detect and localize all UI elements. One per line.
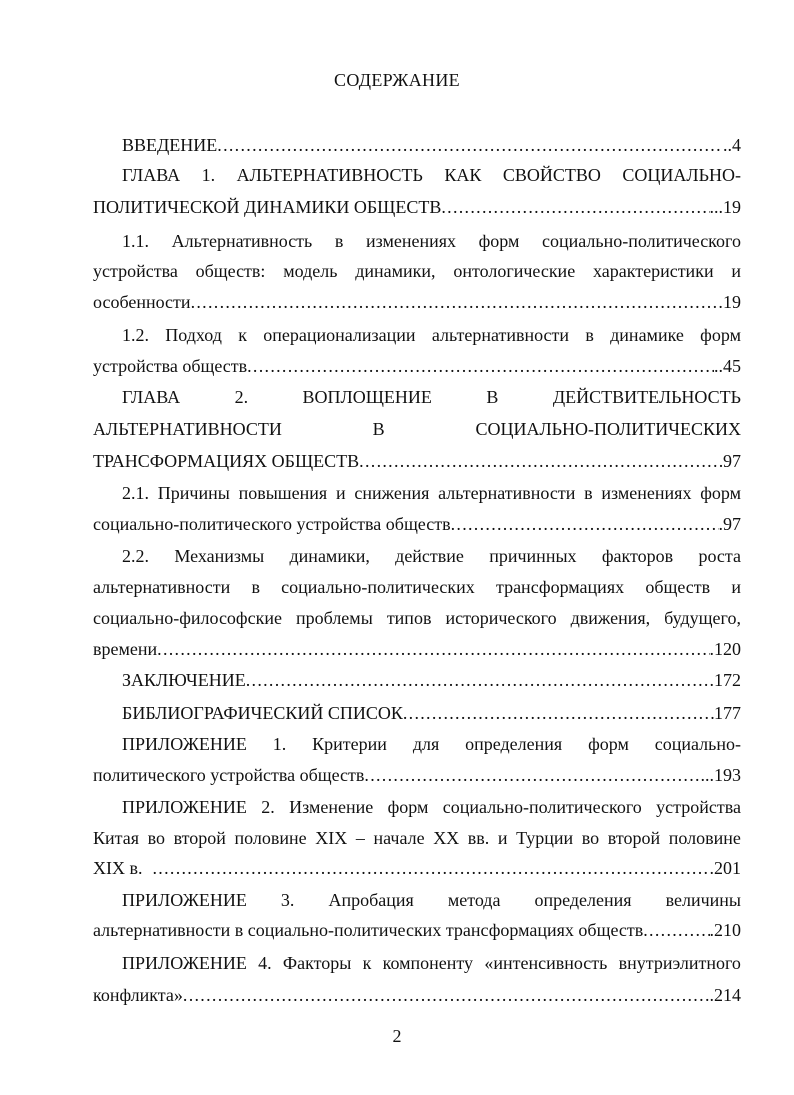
word: к xyxy=(238,325,247,345)
word: 2.2. xyxy=(122,546,149,566)
word: динамики, xyxy=(355,261,436,281)
word: обществ: xyxy=(195,261,266,281)
word: форм xyxy=(478,231,520,251)
word: альтернативности xyxy=(438,483,576,503)
toc-page-number: 177 xyxy=(714,703,741,723)
word: социально-политических xyxy=(281,577,475,597)
dot-leader xyxy=(183,983,705,1007)
word: СВОЙСТВО xyxy=(502,165,601,185)
dot-leader xyxy=(364,763,700,787)
word: факторов xyxy=(601,546,674,566)
word: ПРИЛОЖЕНИЕ xyxy=(122,734,247,754)
word: 2. xyxy=(261,797,275,817)
word: форм xyxy=(387,797,429,817)
toc-entry-appendix-3-line-1 xyxy=(122,888,741,912)
word: модель xyxy=(283,261,338,281)
toc-entry-appendix-1-line-2 xyxy=(93,763,741,787)
word: в xyxy=(334,231,344,251)
toc-entry-text: ВВЕДЕНИЕ xyxy=(122,135,218,155)
word: изменениях xyxy=(365,231,456,251)
word: форм xyxy=(700,325,741,345)
word: операционализации xyxy=(263,325,416,345)
dot-leader xyxy=(441,195,709,219)
word: будущего, xyxy=(664,608,741,628)
word: АЛЬТЕРНАТИВНОСТЬ xyxy=(236,165,423,185)
toc-entry-chapter-2-line-2 xyxy=(93,417,741,441)
word: форм xyxy=(700,483,741,503)
page-title: СОДЕРЖАНИЕ xyxy=(334,70,460,90)
word: ДЕЙСТВИТЕЛЬНОСТЬ xyxy=(552,387,741,407)
word: начале xyxy=(373,828,425,848)
toc-page-number: 97 xyxy=(723,451,741,471)
word: к xyxy=(362,953,372,973)
toc-entry-text: конфликта» xyxy=(93,985,183,1005)
toc-page-number: .210 xyxy=(709,920,741,940)
word: во xyxy=(581,828,600,848)
word: устройства xyxy=(93,261,178,281)
toc-entry-section-2-2-line-3 xyxy=(93,606,741,630)
toc-page-number: .201 xyxy=(709,858,741,878)
word: 3. xyxy=(280,890,295,910)
word: ПРИЛОЖЕНИЕ xyxy=(122,797,247,817)
word: XX xyxy=(433,828,460,848)
word: типов xyxy=(386,608,432,628)
word: вв. xyxy=(467,828,490,848)
word: В xyxy=(372,419,385,439)
toc-page-number: ..4 xyxy=(723,135,741,155)
word: социально-политического xyxy=(541,231,741,251)
word: второй xyxy=(173,828,226,848)
toc-entry-text: политического устройства обществ xyxy=(93,765,365,785)
word: СОЦИАЛЬНО-ПОЛИТИЧЕСКИХ xyxy=(475,419,741,439)
word: Альтернативность xyxy=(171,231,313,251)
word: устройства xyxy=(656,797,741,817)
toc-entry-section-2-2-line-2 xyxy=(93,575,741,599)
toc-entry-section-1-2-line-1 xyxy=(122,323,741,347)
dot-leader xyxy=(359,449,723,473)
toc-page-number: .97 xyxy=(718,514,741,534)
toc-entry-section-2-1-line-1 xyxy=(122,481,741,505)
toc-entry-text: устройства обществ xyxy=(93,356,248,376)
word: Механизмы xyxy=(174,546,265,566)
dot-leader xyxy=(153,856,710,880)
toc-entry-text: XIX в. xyxy=(93,858,143,878)
word: повышения xyxy=(238,483,328,503)
dot-leader xyxy=(643,918,709,942)
word: 2.1. xyxy=(122,483,149,503)
word: обществ xyxy=(645,577,711,597)
toc-page-number: ..45 xyxy=(714,356,741,376)
word: во xyxy=(147,828,165,848)
word: динамике xyxy=(610,325,684,345)
toc-entry-chapter-1-line-2 xyxy=(93,195,741,219)
word: метода xyxy=(447,890,501,910)
word: характеристики xyxy=(592,261,714,281)
page-number: 2 xyxy=(392,1026,402,1046)
toc-entry-appendix-4-line-2 xyxy=(93,983,741,1007)
dot-leader xyxy=(247,354,714,378)
toc-entry-chapter-2-line-3 xyxy=(93,449,741,473)
toc-entry-text: времени xyxy=(93,639,158,659)
toc-entry-text: ПОЛИТИЧЕСКОЙ ДИНАМИКИ ОБЩЕСТВ xyxy=(93,197,442,217)
word: форм xyxy=(588,734,629,754)
word: Подход xyxy=(165,325,222,345)
toc-entry-chapter-1-line-1 xyxy=(122,163,741,187)
word: Турции xyxy=(516,828,574,848)
toc-entry-chapter-2-line-1 xyxy=(122,385,741,409)
toc-entry-text: альтернативности в социально-политических трансформациях обществ xyxy=(93,920,644,940)
word: ГЛАВА xyxy=(122,387,181,407)
dot-leader xyxy=(403,701,714,725)
word: половине xyxy=(234,828,307,848)
word: исторического xyxy=(445,608,557,628)
word: второй xyxy=(607,828,661,848)
word: ГЛАВА xyxy=(122,165,181,185)
toc-page-number: ...19 xyxy=(709,197,741,217)
word: в xyxy=(251,577,260,597)
toc-entry-section-1-1-line-2 xyxy=(93,259,741,283)
word: определения xyxy=(465,734,563,754)
word: 4. xyxy=(258,953,272,973)
dot-leader xyxy=(191,290,723,314)
word: Причины xyxy=(157,483,230,503)
word: В xyxy=(486,387,499,407)
word: альтернативности xyxy=(431,325,570,345)
word: XIX xyxy=(315,828,348,848)
dot-leader xyxy=(217,133,723,157)
word: причинных xyxy=(489,546,577,566)
toc-entry-text: БИБЛИОГРАФИЧЕСКИЙ СПИСОК xyxy=(122,703,403,723)
word: СОЦИАЛЬНО- xyxy=(622,165,741,185)
toc-entry-appendix-2-line-1 xyxy=(122,795,741,819)
word: и xyxy=(731,577,741,597)
word: и xyxy=(335,483,346,503)
word: КАК xyxy=(444,165,482,185)
word: – xyxy=(355,828,365,848)
word: и xyxy=(497,828,508,848)
word: онтологические xyxy=(453,261,576,281)
word: 1.2. xyxy=(122,325,149,345)
dot-leader xyxy=(157,637,709,661)
word: 1.1. xyxy=(122,231,149,251)
word: 1. xyxy=(201,165,216,185)
toc-entry-appendix-4-line-1 xyxy=(122,951,741,975)
word: половине xyxy=(668,828,741,848)
word: движения, xyxy=(570,608,651,628)
toc-entry-appendix-2-line-3 xyxy=(93,856,741,880)
toc-entry-text: ТРАНСФОРМАЦИЯХ ОБЩЕСТВ xyxy=(93,451,360,471)
word: альтернативности xyxy=(93,577,231,597)
toc-page-number: .120 xyxy=(709,639,741,659)
toc-entry-text: особенности xyxy=(93,292,191,312)
toc-entry-section-2-2-line-1 xyxy=(122,544,741,568)
word: ВОПЛОЩЕНИЕ xyxy=(302,387,432,407)
word: действие xyxy=(395,546,464,566)
dot-leader xyxy=(246,668,710,692)
word: социально-политического xyxy=(442,797,642,817)
dot-leader xyxy=(451,512,719,536)
word: компоненту xyxy=(382,953,474,973)
word: динамики, xyxy=(289,546,370,566)
word: и xyxy=(731,261,741,281)
word: Изменение xyxy=(289,797,374,817)
toc-page-number: ...193 xyxy=(700,765,741,785)
toc-entry-text: ЗАКЛЮЧЕНИЕ xyxy=(122,670,246,690)
word: Критерии xyxy=(312,734,387,754)
toc-entry-section-2-1-line-2 xyxy=(93,512,741,536)
toc-entry-section-1-1-line-3 xyxy=(93,290,741,314)
word: Китая xyxy=(93,828,139,848)
word: ПРИЛОЖЕНИЕ xyxy=(122,890,247,910)
word: снижения xyxy=(354,483,430,503)
word: 1. xyxy=(272,734,287,754)
toc-page-number: ..214 xyxy=(705,985,741,1005)
word: 2. xyxy=(234,387,249,407)
word: ПРИЛОЖЕНИЕ xyxy=(122,953,247,973)
toc-entry-appendix-2-line-2 xyxy=(93,826,741,850)
toc-page-number: 19 xyxy=(723,292,741,312)
word: в xyxy=(585,325,594,345)
toc-page-number: .172 xyxy=(709,670,741,690)
word: социально-философские xyxy=(93,608,282,628)
word: АЛЬТЕРНАТИВНОСТИ xyxy=(93,419,282,439)
word: роста xyxy=(698,546,741,566)
toc-entry-conclusion xyxy=(122,668,741,692)
word: «интенсивность xyxy=(484,953,608,973)
word: трансформациях xyxy=(495,577,625,597)
toc-entry-appendix-3-line-2 xyxy=(93,918,741,942)
toc-entry-introduction xyxy=(122,133,741,157)
word: определения xyxy=(534,890,632,910)
word: для xyxy=(412,734,440,754)
toc-entry-section-1-1-line-1 xyxy=(122,229,741,253)
toc-entry-appendix-1-line-1 xyxy=(122,732,741,756)
toc-entry-section-1-2-line-2 xyxy=(93,354,741,378)
word: Факторы xyxy=(282,953,352,973)
word: Апробация xyxy=(328,890,414,910)
toc-entry-bibliography xyxy=(122,701,741,725)
word: проблемы xyxy=(295,608,373,628)
word: в xyxy=(584,483,593,503)
toc-entry-section-2-2-line-4 xyxy=(93,637,741,661)
word: величины xyxy=(665,890,741,910)
toc-entry-text: социально-политического устройства обществ xyxy=(93,514,451,534)
word: социально- xyxy=(654,734,741,754)
word: изменениях xyxy=(601,483,692,503)
word: внутриэлитного xyxy=(618,953,741,973)
